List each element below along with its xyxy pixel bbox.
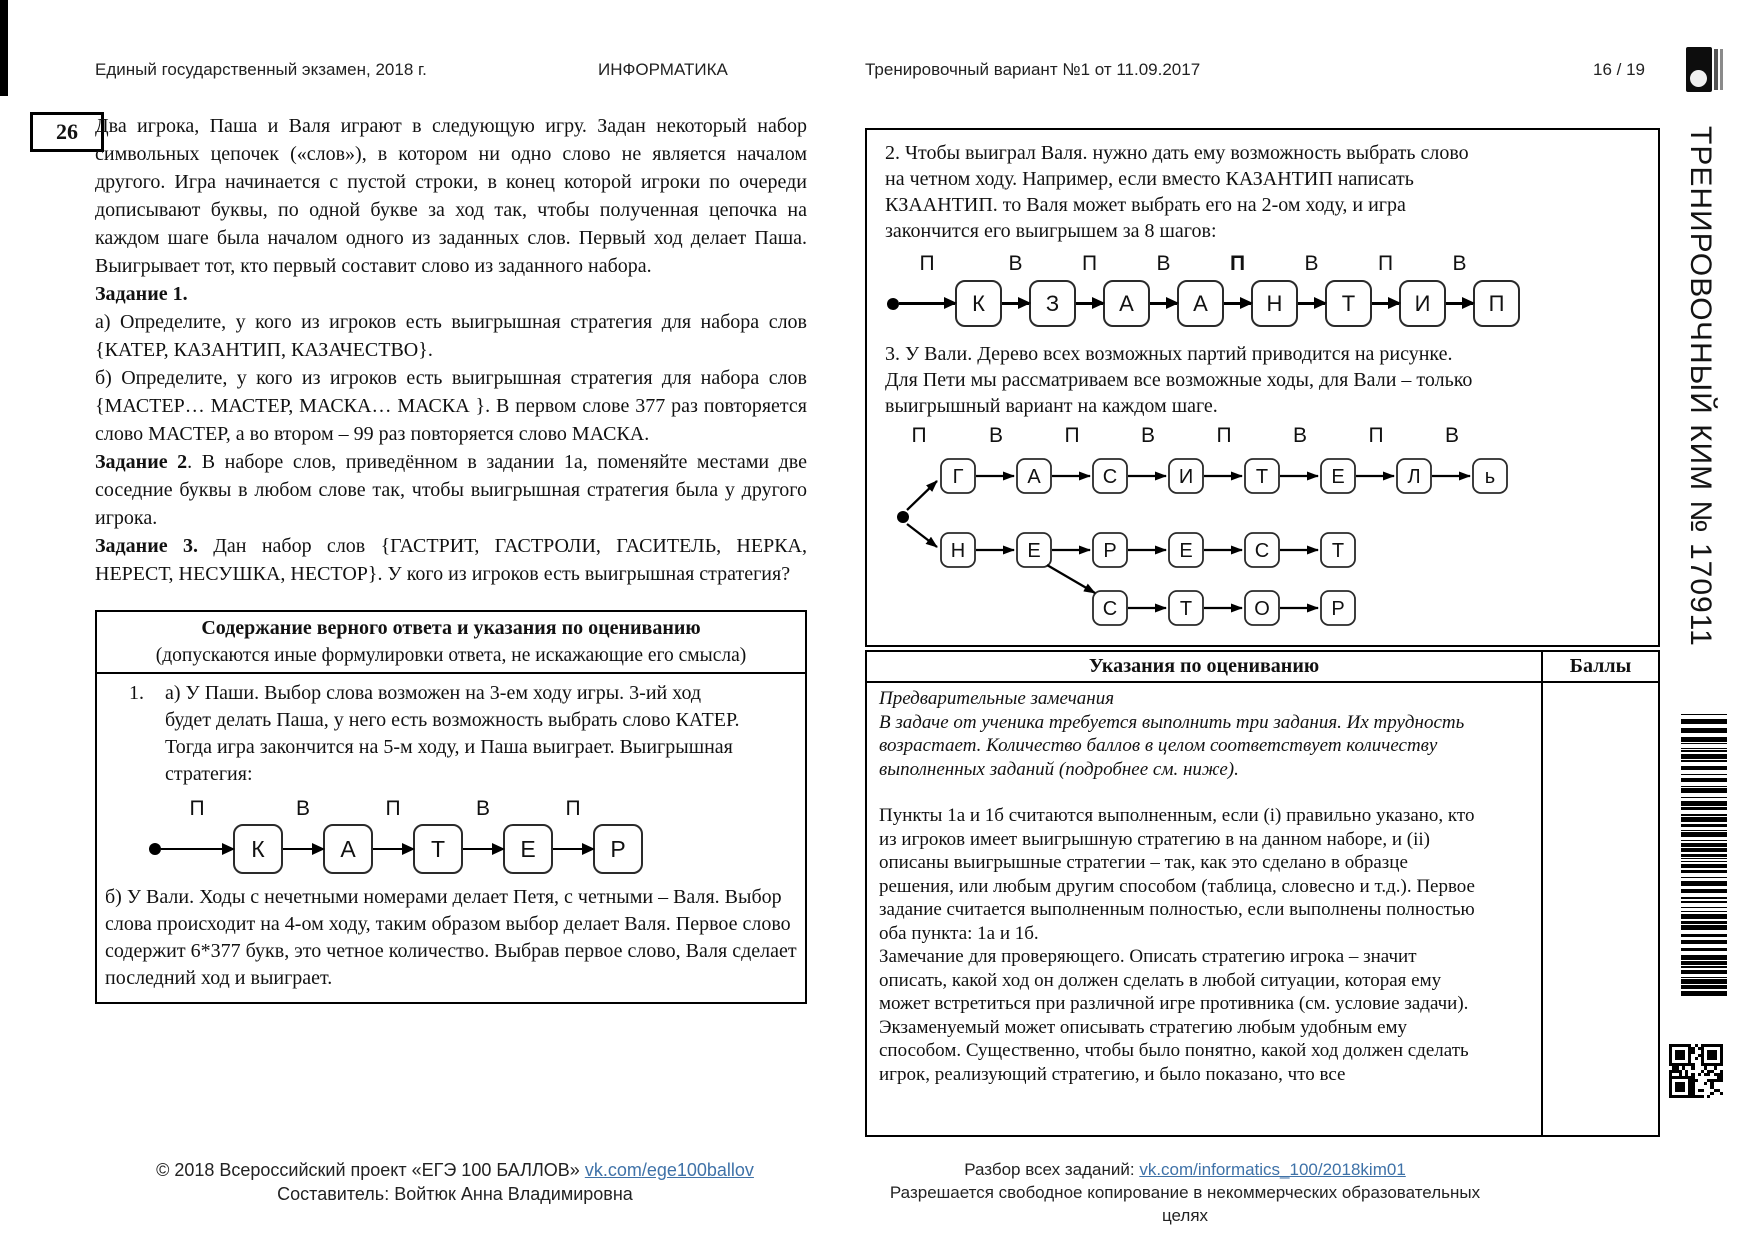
- svg-text:Р: Р: [1103, 540, 1117, 562]
- kim-vertical-label: ТРЕНИРОВОЧНЫЙ КИМ № 170911: [1684, 126, 1717, 647]
- task1-heading: Задание 1.: [95, 283, 188, 305]
- logo-stripe-icon: [1714, 49, 1718, 90]
- svg-text:Е: Е: [1331, 466, 1345, 488]
- svg-text:В: В: [1140, 425, 1156, 447]
- svg-text:Т: Т: [1255, 466, 1269, 488]
- svg-text:Г: Г: [952, 466, 964, 488]
- header-exam-title: Единый государственный экзамен, 2018 г.: [95, 60, 427, 79]
- scoring-para-1: Пункты 1а и 1б считаются выполненным, если (i) правильно указано, кто из игроков имеет выигрышную стратегию в на данном наборе, и (ii) описаны выигрышные стратегии – так, как это сделано в образце решения, или любым другим способом (таблица, словесно и т.д.). Первое задание считается выполненным полностью, если выполнены полностью оба пункта: 1а и 1б.: [879, 805, 1475, 944]
- svg-text:А: А: [1027, 466, 1041, 488]
- scoring-remarks: В задаче от ученика требуется выполнить три задания. Их трудность возрастает. Количество баллов в целом соответствует количеству выполненных заданий (подробнее см. ниже).: [879, 711, 1465, 780]
- svg-text:ь: ь: [1484, 466, 1496, 488]
- qr-code: [1669, 1044, 1723, 1098]
- svg-text:С: С: [1102, 598, 1118, 620]
- page-number: 16 / 19: [1593, 60, 1645, 79]
- svg-text:В: В: [1292, 425, 1308, 447]
- svg-text:П: П: [1216, 425, 1232, 447]
- ege-logo: [1686, 47, 1724, 92]
- footer-link-ege100ballov[interactable]: vk.com/ege100ballov: [584, 1160, 754, 1180]
- footer-link-informatics[interactable]: vk.com/informatics_100/2018kim01: [1139, 1160, 1406, 1179]
- footer-copyright: © 2018 Всероссийский проект «ЕГЭ 100 БАЛЛОВ»: [156, 1160, 585, 1180]
- svg-text:С: С: [1102, 466, 1118, 488]
- svg-text:Т: Т: [1179, 598, 1193, 620]
- answer-table-body: [97, 674, 805, 1002]
- footer-right: [865, 1158, 1505, 1227]
- task-intro: Два игрока, Паша и Валя играют в следующую игру. Задан некоторый набор символьных цепочек («слов»), в котором ни одно слово не является началом другого. Игра начинается с пустой строки, в конец которой игроки по очереди дописывают буквы, по одной букве за ход так, чтобы полученная цепочка на каждом шаге была началом одного из заданных слов. Первый ход делает Паша. Выигрывает тот, кто первый составит слово из заданного набора.: [95, 115, 807, 277]
- answer-table-title: Содержание верного ответа и указания по оцениванию: [201, 617, 701, 639]
- task2-text: . В наборе слов, приведённом в задании 1а, поменяйте местами две соседние буквы в любом слове так, чтобы выигрышная стратегия была у другого игрока.: [95, 451, 807, 529]
- svg-text:О: О: [1254, 598, 1270, 620]
- svg-text:П: П: [1368, 425, 1384, 447]
- task2-heading: Задание 2: [95, 451, 188, 473]
- scoring-table: [865, 650, 1660, 1137]
- svg-text:Т: Т: [1331, 540, 1345, 562]
- chain-diagram-kater: П К В А П Т В Е П Р: [149, 824, 797, 874]
- svg-text:Р: Р: [1331, 598, 1345, 620]
- svg-text:С: С: [1254, 540, 1270, 562]
- scoring-remarks-title: Предварительные замечания: [879, 688, 1115, 709]
- scoring-table-title: Указания по оцениванию: [867, 652, 1543, 681]
- logo-stripe-icon: [1720, 49, 1723, 90]
- score-cell-empty: [1543, 683, 1658, 1135]
- answer-table-header: [97, 612, 805, 674]
- chain-diagram-kzaantip: П К В З П А В А П Н В Т П И В П: [887, 280, 1644, 327]
- task1-b: б) Определите, у кого из игроков есть выигрышная стратегия для набора слов {МАСТЕР… МАСТЕР, МАСКА… МАСКА }. В первом слове 377 раз повторяется слово МАСТЕР, а во втором – 99 раз повторяется слово МАСКА.: [95, 367, 807, 445]
- answer-item-1a-text: а) У Паши. Выбор слова возможен на 3-ем ходу игры. 3-ий ход будет делать Паша, у него есть возможность выбрать слово КАТЕР. Тогда игра закончится на 5-м ходу, и Паша выиграет. Выигрышная стратегия:: [165, 682, 740, 785]
- footer-license: Разрешается свободное копирование в некоммерческих образовательных целях: [889, 1183, 1481, 1225]
- svg-text:И: И: [1178, 466, 1194, 488]
- right-column: [865, 128, 1660, 1137]
- footer-author: Составитель: Войтюк Анна Владимировна: [277, 1184, 633, 1204]
- answer-table: [95, 610, 807, 1004]
- svg-text:В: В: [988, 425, 1004, 447]
- task3-heading: Задание 3.: [95, 535, 198, 557]
- blank-line: [879, 781, 1531, 804]
- solution-box: [865, 128, 1660, 647]
- scoring-table-header: [867, 652, 1658, 683]
- footer-left: [100, 1158, 810, 1206]
- score-column-header: Баллы: [1569, 655, 1632, 677]
- answer-item-1a: [129, 680, 797, 788]
- header-subject: ИНФОРМАТИКА: [598, 60, 728, 79]
- svg-text:Л: Л: [1407, 466, 1421, 488]
- footer-analysis: Разбор всех заданий:: [964, 1160, 1140, 1179]
- svg-text:П: П: [911, 425, 927, 447]
- task2-paragraph: [95, 448, 807, 532]
- svg-text:Е: Е: [1179, 540, 1193, 562]
- task3-text: Дан набор слов {ГАСТРИТ, ГАСТРОЛИ, ГАСИТЕЛЬ, НЕРКА, НЕРЕСТ, НЕСУШКА, НЕСТОР}. У кого из игроков есть выигрышная стратегия?: [95, 535, 807, 585]
- barcode: [1681, 714, 1727, 999]
- header-variant: Тренировочный вариант №1 от 11.09.2017: [865, 60, 1201, 79]
- game-tree-diagram: [889, 425, 1529, 635]
- footer-analysis-line: [865, 1158, 1505, 1181]
- scan-artifact: [0, 0, 8, 96]
- task-number-box: 26: [30, 112, 104, 152]
- svg-text:П: П: [1064, 425, 1080, 447]
- task3-paragraph: [95, 532, 807, 588]
- scoring-table-body: [867, 683, 1658, 1135]
- task1-a: а) Определите, у кого из игроков есть выигрышная стратегия для набора слов {КАТЕР, КАЗАНТИП, КАЗАЧЕСТВО}.: [95, 311, 807, 361]
- answer-item-number: 1.: [129, 682, 144, 704]
- answer-item-1b: б) У Вали. Ходы с нечетными номерами делает Петя, с четными – Валя. Выбор слова происходит на 4-ом ходу, таким образом выбор делает Валя. Первое слово содержит 6*377 букв, это четное количество. Выбрав первое слово, Валя сделает последний ход и выиграет.: [105, 886, 797, 989]
- svg-text:В: В: [1444, 425, 1460, 447]
- logo-circle-icon: [1690, 70, 1707, 87]
- svg-text:Е: Е: [1027, 540, 1041, 562]
- solution-item-2: 2. Чтобы выиграл Валя. нужно дать ему возможность выбрать слово на четном ходу. Например, если вместо КАЗАНТИП написать КЗААНТИП. то Валя может выбрать его на 2-ом ходу, и игра закончится его выигрышем за 8 шагов:: [885, 142, 1469, 242]
- answer-table-subtitle: (допускаются иные формулировки ответа, не искажающие его смысла): [155, 645, 747, 666]
- footer-copyright-line: [100, 1158, 810, 1182]
- scoring-notes-cell: [867, 683, 1543, 1135]
- scoring-para-2: Замечание для проверяющего. Описать стратегию игрока – значит описать, какой ход он должен сделать в любой ситуации, которая ему может встретиться при различной игре противника (см. условие задачи). Экзаменуемый может описывать стратегию любым удобным ему способом. Существенно, чтобы было понятно, какой ход должен сделать игрок, реализующий стратегию, и было показано, что все: [879, 946, 1469, 1085]
- solution-item-3: 3. У Вали. Дерево всех возможных партий приводится на рисунке. Для Пети мы рассматриваем все возможные ходы, для Вали – только выигрышный вариант на каждом шаге.: [885, 343, 1473, 417]
- left-column: [95, 112, 807, 1004]
- svg-text:Н: Н: [950, 540, 966, 562]
